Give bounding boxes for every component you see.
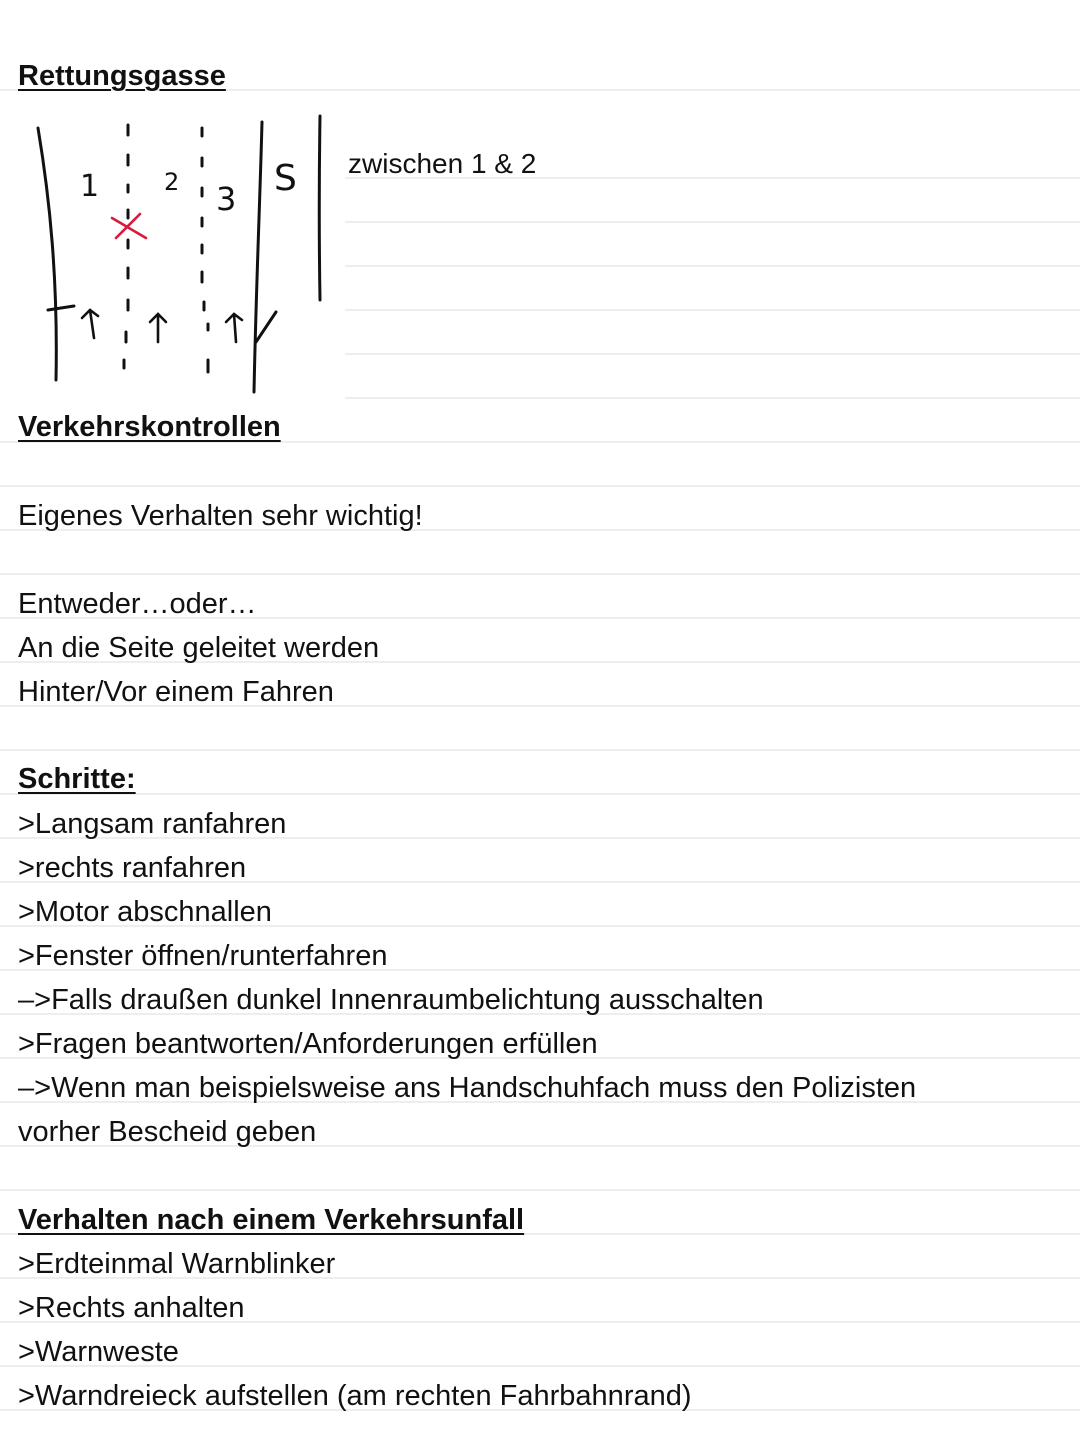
heading-schritte: Schritte: (18, 763, 136, 795)
list-item: >rechts ranfahren (18, 852, 247, 884)
lane-3-label: 3 (216, 180, 237, 218)
list-item: >Motor abschnallen (18, 896, 272, 928)
text-line: An die Seite geleitet werden (18, 632, 380, 664)
list-item: –>Falls draußen dunkel Innenraumbelichtung ausschalten (18, 984, 764, 1016)
shoulder-label: S (274, 158, 297, 199)
list-item: >Fragen beantworten/Anforderungen erfüllen (18, 1028, 598, 1060)
list-item: >Langsam ranfahren (18, 808, 287, 840)
list-item: >Rechts anhalten (18, 1292, 245, 1324)
list-item: –>Wenn man beispielsweise ans Handschuhfach muss den Polizisten (18, 1072, 917, 1104)
heading-rettungsgasse: Rettungsgasse (18, 60, 226, 92)
list-item: >Erdteinmal Warnblinker (18, 1248, 336, 1280)
text-line: Eigenes Verhalten sehr wichtig! (18, 500, 423, 532)
lane-1-label: 1 (80, 169, 100, 204)
rettungsgasse-note: zwischen 1 & 2 (348, 148, 537, 179)
lane-2-label: 2 (164, 168, 180, 196)
text-line: Hinter/Vor einem Fahren (18, 676, 334, 708)
rettungsgasse-sketch (30, 110, 330, 400)
heading-verkehrsunfall: Verhalten nach einem Verkehrsunfall (18, 1204, 525, 1236)
list-item: >Fenster öffnen/runterfahren (18, 940, 388, 972)
list-item: >Warndreieck aufstellen (am rechten Fahrbahnrand) (18, 1380, 692, 1412)
list-item: vorher Bescheid geben (18, 1116, 317, 1148)
text-line: Entweder…oder… (18, 588, 257, 620)
list-item: >Warnweste (18, 1336, 179, 1368)
heading-verkehrskontrollen: Verkehrskontrollen (18, 411, 281, 443)
